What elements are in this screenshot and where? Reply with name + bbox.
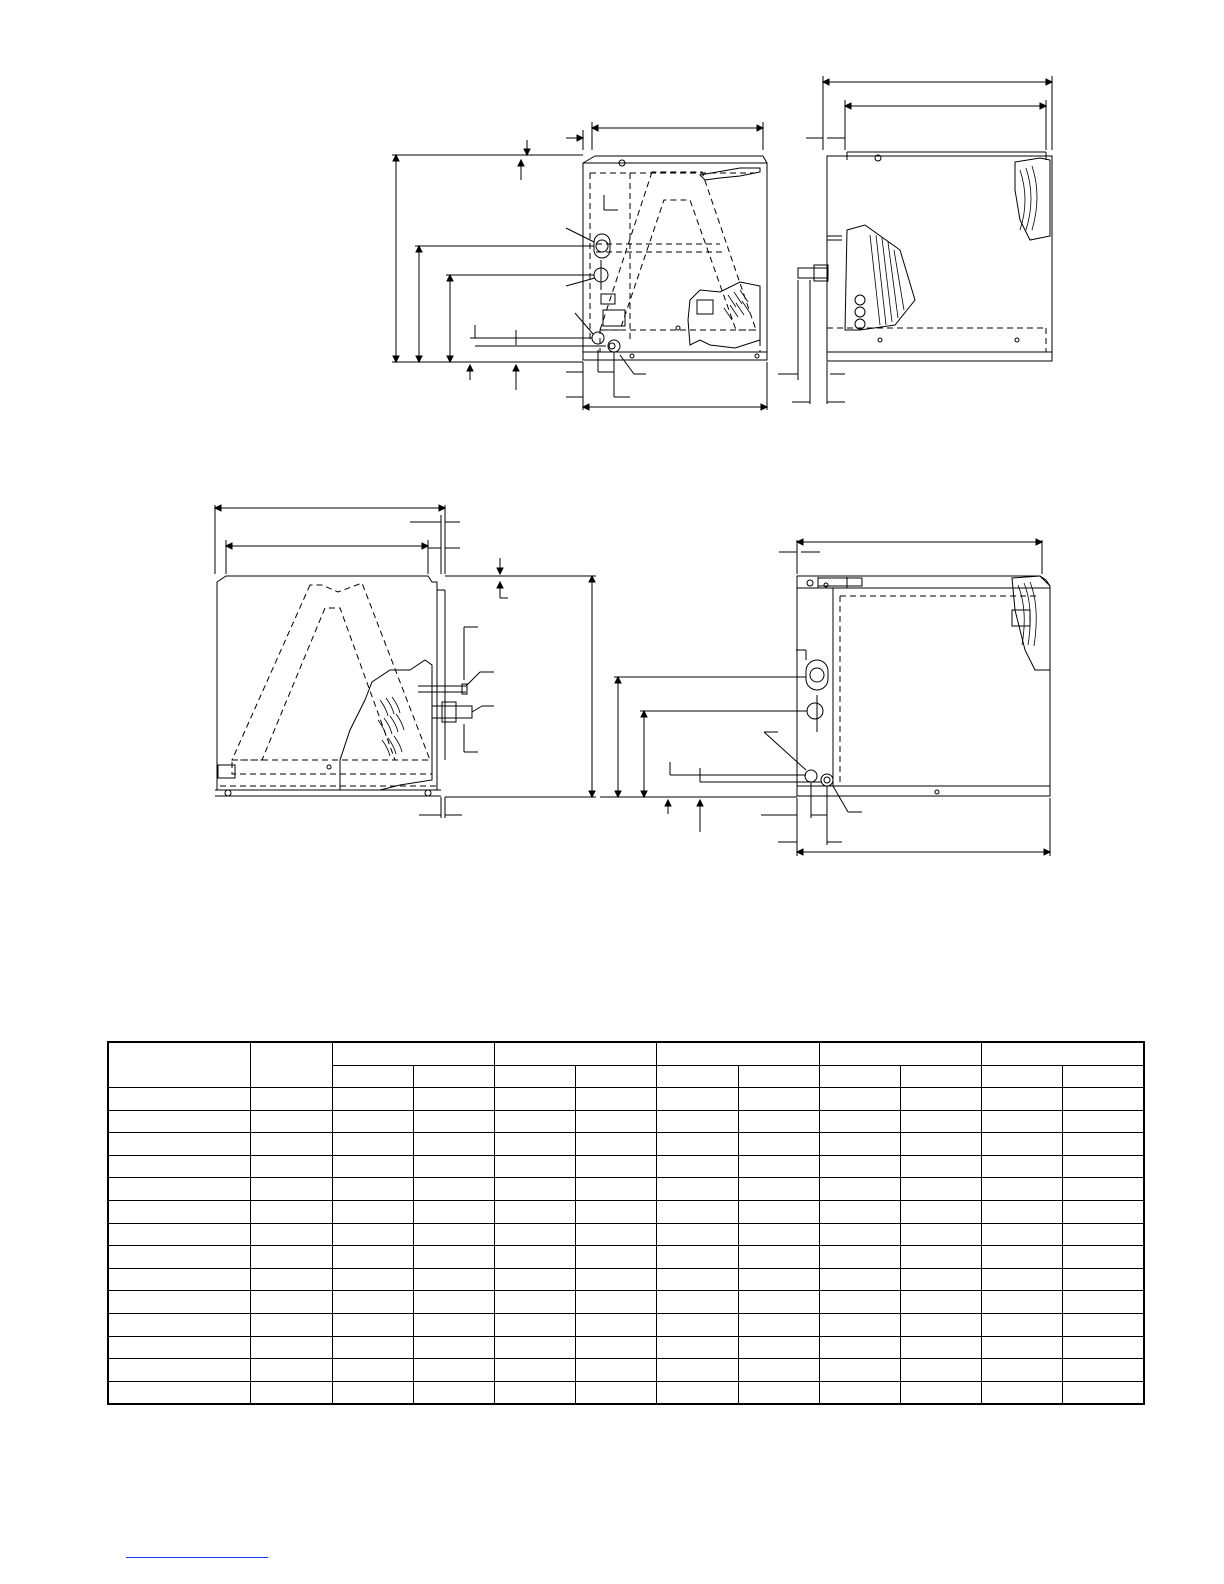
table-cell [1062,1381,1144,1404]
table-cell [413,1291,494,1314]
table-cell [332,1110,413,1133]
table-cell [413,1110,494,1133]
table-cell [108,1291,250,1314]
table-cell [108,1268,250,1291]
table-header-group [981,1042,1144,1066]
table-cell [738,1178,819,1201]
table-cell [494,1291,575,1314]
table-cell [656,1200,738,1223]
table-cell [1062,1336,1144,1359]
table-cell [413,1381,494,1404]
table-cell [981,1291,1062,1314]
table-subheader-cell [575,1066,656,1088]
table-cell [332,1336,413,1359]
table-cell [656,1133,738,1156]
table-subheader-cell [738,1066,819,1088]
table-header-group [819,1042,981,1066]
table-cell [981,1336,1062,1359]
table-cell [900,1246,981,1269]
table-cell [332,1088,413,1111]
table-cell [108,1155,250,1178]
table-row [108,1200,1144,1223]
table-cell [819,1223,900,1246]
table-cell [108,1246,250,1269]
table-cell [656,1088,738,1111]
table-cell [656,1291,738,1314]
table-cell [332,1381,413,1404]
table-row [108,1336,1144,1359]
table-cell [1062,1133,1144,1156]
table-cell [1062,1246,1144,1269]
table-cell [981,1133,1062,1156]
table-cell [1062,1178,1144,1201]
table-cell [332,1268,413,1291]
table-cell [819,1336,900,1359]
table-cell [575,1200,656,1223]
table-cell [413,1268,494,1291]
table-cell [575,1133,656,1156]
table-cell [332,1246,413,1269]
table-cell [981,1178,1062,1201]
table-cell [900,1110,981,1133]
table-header-cell [108,1042,250,1088]
table-cell [981,1359,1062,1382]
table-cell [981,1268,1062,1291]
table-cell [819,1110,900,1133]
table-cell [656,1110,738,1133]
table-cell [250,1133,332,1156]
table-cell [656,1313,738,1336]
table-cell [819,1268,900,1291]
table-cell [332,1155,413,1178]
table-cell [738,1133,819,1156]
table-cell [819,1088,900,1111]
table-subheader-cell [332,1066,413,1088]
table-header-group [656,1042,819,1066]
table-cell [1062,1110,1144,1133]
table-cell [656,1223,738,1246]
table-cell [900,1133,981,1156]
table-cell [738,1359,819,1382]
table-cell [738,1246,819,1269]
table-header-cell [250,1042,332,1088]
table-cell [108,1336,250,1359]
table-row [108,1110,1144,1133]
table-cell [738,1200,819,1223]
table-cell [108,1133,250,1156]
table-cell [900,1381,981,1404]
table-cell [108,1313,250,1336]
table-cell [108,1200,250,1223]
table-cell [981,1200,1062,1223]
table-cell [575,1223,656,1246]
table-cell [575,1268,656,1291]
table-cell [738,1110,819,1133]
table-cell [981,1155,1062,1178]
table-cell [250,1336,332,1359]
table-row [108,1246,1144,1269]
table-cell [900,1313,981,1336]
table-cell [575,1088,656,1111]
table-subheader-cell [819,1066,900,1088]
table-cell [494,1133,575,1156]
table-subheader-cell [900,1066,981,1088]
table-row [108,1088,1144,1111]
table-row [108,1313,1144,1336]
table-row [108,1178,1144,1201]
table-cell [250,1268,332,1291]
table-cell [250,1088,332,1111]
table-cell [494,1088,575,1111]
table-cell [250,1313,332,1336]
table-cell [494,1359,575,1382]
table-cell [332,1200,413,1223]
table-cell [494,1313,575,1336]
table-cell [981,1223,1062,1246]
table-cell [250,1200,332,1223]
table-cell [900,1155,981,1178]
table-header-row [108,1042,1144,1066]
table-cell [494,1110,575,1133]
table-cell [656,1268,738,1291]
table-cell [413,1246,494,1269]
footer-rule [126,1557,268,1558]
table-body [108,1088,1144,1405]
table-cell [981,1110,1062,1133]
table-cell [819,1291,900,1314]
table-cell [656,1359,738,1382]
table-cell [250,1381,332,1404]
table-cell [494,1246,575,1269]
table-cell [1062,1223,1144,1246]
table-cell [981,1381,1062,1404]
table-cell [738,1223,819,1246]
front-view-horizontal [215,505,596,818]
side-view-horizontal [600,539,1050,856]
table-cell [738,1268,819,1291]
table-cell [332,1359,413,1382]
table-cell [413,1133,494,1156]
table-cell [494,1155,575,1178]
table-cell [413,1313,494,1336]
table-cell [819,1381,900,1404]
table-cell [1062,1155,1144,1178]
front-view-upflow [392,122,767,410]
table-cell [494,1223,575,1246]
table-cell [819,1155,900,1178]
table-cell [981,1088,1062,1111]
table-cell [494,1336,575,1359]
table-row [108,1291,1144,1314]
table-cell [494,1200,575,1223]
table-cell [738,1088,819,1111]
table-cell [819,1246,900,1269]
table-cell [900,1178,981,1201]
table-cell [1062,1268,1144,1291]
table-cell [575,1246,656,1269]
table-cell [738,1155,819,1178]
table-cell [250,1359,332,1382]
table-cell [108,1110,250,1133]
table-cell [332,1291,413,1314]
table-header-group [494,1042,656,1066]
table-cell [900,1088,981,1111]
table-cell [108,1223,250,1246]
table-cell [738,1313,819,1336]
table-cell [413,1178,494,1201]
table-cell [108,1381,250,1404]
table-header-group [332,1042,494,1066]
table-cell [1062,1291,1144,1314]
table-cell [819,1178,900,1201]
table-cell [413,1223,494,1246]
table-cell [413,1200,494,1223]
table-cell [108,1088,250,1111]
table-cell [575,1291,656,1314]
table-cell [900,1336,981,1359]
table-cell [494,1178,575,1201]
table-cell [250,1155,332,1178]
table-cell [413,1155,494,1178]
table-cell [250,1223,332,1246]
table-cell [413,1336,494,1359]
table-cell [981,1313,1062,1336]
table-cell [332,1178,413,1201]
table-cell [656,1155,738,1178]
table-cell [819,1133,900,1156]
table-subheader-cell [413,1066,494,1088]
table-cell [656,1336,738,1359]
table-cell [250,1291,332,1314]
table-cell [332,1313,413,1336]
table-cell [900,1359,981,1382]
table-cell [819,1200,900,1223]
table-cell [738,1336,819,1359]
table-row [108,1359,1144,1382]
table-cell [900,1291,981,1314]
table-row [108,1223,1144,1246]
table-cell [819,1359,900,1382]
table-cell [981,1246,1062,1269]
dimensions-table [107,1041,1145,1405]
table-cell [1062,1200,1144,1223]
table-cell [575,1178,656,1201]
table-cell [819,1313,900,1336]
table-subheader-cell [1062,1066,1144,1088]
table-cell [332,1223,413,1246]
table-cell [900,1268,981,1291]
table-cell [108,1178,250,1201]
table-cell [900,1200,981,1223]
table-cell [738,1381,819,1404]
table-cell [656,1246,738,1269]
table-cell [575,1313,656,1336]
table-cell [575,1155,656,1178]
table-cell [575,1381,656,1404]
table-cell [250,1110,332,1133]
table-cell [575,1336,656,1359]
table-cell [575,1359,656,1382]
table-row [108,1133,1144,1156]
table-row [108,1155,1144,1178]
table-cell [656,1381,738,1404]
table-cell [494,1381,575,1404]
table-cell [250,1246,332,1269]
table-subheader-cell [494,1066,575,1088]
table-cell [900,1223,981,1246]
table-subheader-cell [656,1066,738,1088]
table-cell [575,1110,656,1133]
side-view-upflow [778,76,1052,404]
table-cell [1062,1088,1144,1111]
table-cell [332,1133,413,1156]
table-cell [738,1291,819,1314]
table-cell [413,1088,494,1111]
table-cell [1062,1359,1144,1382]
table-cell [250,1178,332,1201]
table-cell [1062,1313,1144,1336]
table-subheader-cell [981,1066,1062,1088]
table-cell [108,1359,250,1382]
table-row [108,1268,1144,1291]
table-row [108,1381,1144,1404]
table-cell [494,1268,575,1291]
table-cell [413,1359,494,1382]
table-cell [656,1178,738,1201]
